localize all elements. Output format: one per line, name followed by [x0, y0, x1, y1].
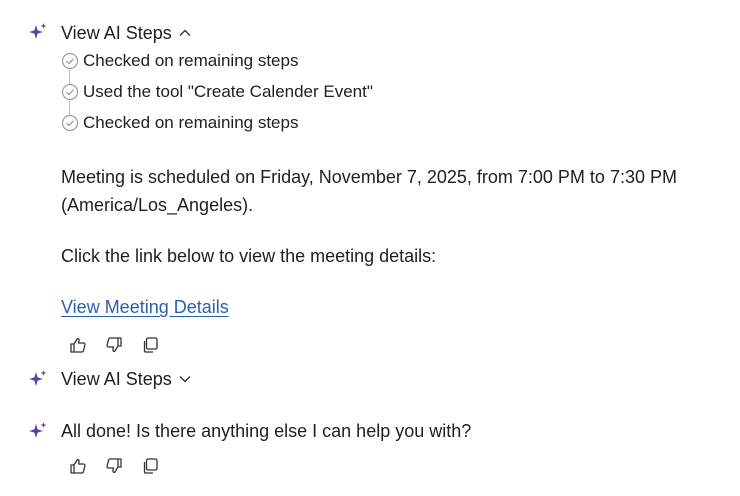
view-ai-steps-label: View AI Steps [61, 23, 172, 43]
copy-button[interactable] [139, 334, 161, 356]
message-line: (America/Los_Angeles). [61, 195, 254, 215]
copy-button[interactable] [139, 455, 161, 477]
thumbs-up-icon [69, 457, 87, 475]
message-line: Meeting is scheduled on Friday, November 7, 2025, from 7:00 PM to 7:30 PM [61, 167, 677, 187]
ai-steps-sparkle-icon [28, 22, 48, 47]
final-message-text: All done! Is there anything else I can help you with? [61, 421, 472, 441]
assistant-sparkle-icon [28, 421, 48, 446]
dislike-button[interactable] [103, 334, 125, 356]
like-button[interactable] [67, 334, 89, 356]
message-prompt: Click the link below to view the meeting details: [61, 246, 437, 266]
ai-step-text: Checked on remaining steps [83, 113, 299, 132]
message-actions [67, 455, 161, 477]
view-ai-steps-toggle[interactable] [61, 21, 192, 45]
view-ai-steps-label: View AI Steps [61, 369, 172, 389]
copy-icon [141, 457, 159, 475]
check-circle-icon [61, 83, 79, 101]
like-button[interactable] [67, 455, 89, 477]
assistant-message [61, 163, 701, 219]
chevron-down-icon [178, 372, 192, 386]
dislike-button[interactable] [103, 455, 125, 477]
view-meeting-details-link[interactable]: View Meeting Details [61, 297, 229, 317]
chevron-up-icon [178, 26, 192, 40]
ai-step-text: Used the tool "Create Calender Event" [83, 82, 373, 101]
thumbs-down-icon [105, 336, 123, 354]
thumbs-down-icon [105, 457, 123, 475]
check-circle-icon [61, 114, 79, 132]
copy-icon [141, 336, 159, 354]
message-actions [67, 334, 161, 356]
check-circle-icon [61, 52, 79, 70]
ai-step-item [61, 112, 298, 134]
ai-step-item [61, 50, 298, 72]
view-ai-steps-toggle[interactable] [61, 367, 192, 391]
ai-step-item [61, 81, 373, 103]
thumbs-up-icon [69, 336, 87, 354]
ai-steps-sparkle-icon [28, 369, 48, 394]
ai-step-text: Checked on remaining steps [83, 51, 299, 70]
